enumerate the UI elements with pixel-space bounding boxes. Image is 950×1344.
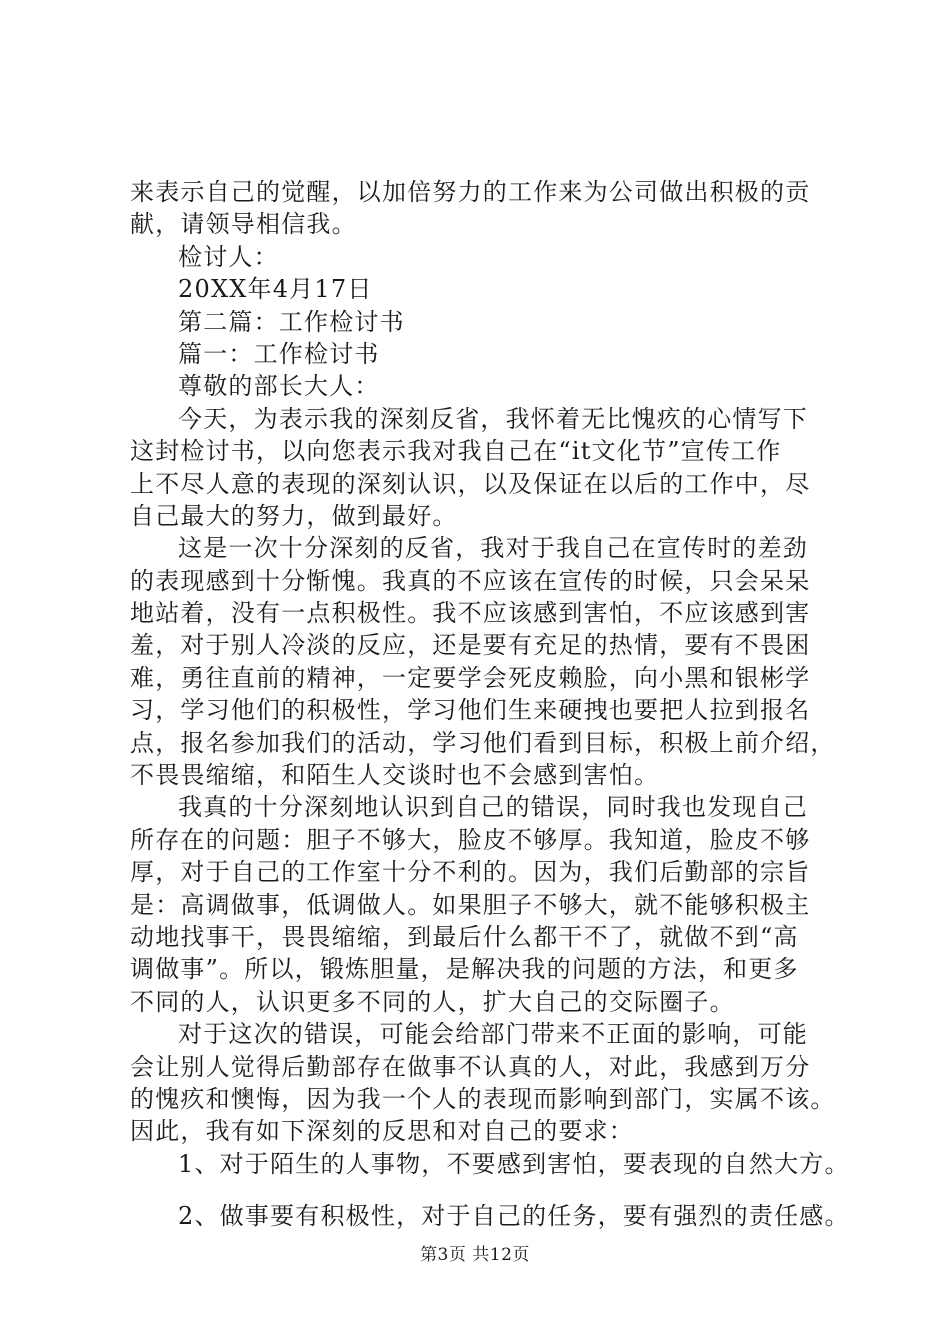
date-line: 20XX年4月17日: [178, 275, 373, 304]
paragraph-line: 是：高调做事，低调做人。如果胆子不够大，就不能够积极主: [130, 890, 811, 919]
document-body: [130, 176, 850, 1233]
paragraph-line: 不畏畏缩缩，和陌生人交谈时也不会感到害怕。: [130, 761, 660, 790]
paragraph-line: 这是一次十分深刻的反省，我对于我自己在宣传时的差劲: [178, 534, 808, 563]
paragraph-line: 所存在的问题：胆子不够大，脸皮不够厚。我知道，脸皮不够: [130, 825, 811, 854]
paragraph-line: 点，报名参加我们的活动，学习他们看到目标，积极上前介绍，: [130, 728, 836, 757]
paragraph-line: 的表现感到十分惭愧。我真的不应该在宣传的时候，只会呆呆: [130, 566, 811, 595]
paragraph-line: 我真的十分深刻地认识到自己的错误，同时我也发现自己: [178, 793, 808, 822]
paragraph-line: 今天，为表示我的深刻反省，我怀着无比愧疚的心情写下: [178, 404, 808, 433]
paragraph-line: 自己最大的努力，做到最好。: [130, 501, 458, 530]
paragraph-line: 羞，对于别人冷淡的反应，还是要有充足的热情，要有不畏困: [130, 631, 811, 660]
text-line: 来表示自己的觉醒，以加倍努力的工作来为公司做出积极的贡: [130, 178, 811, 206]
paragraph-line: 地站着，没有一点积极性。我不应该感到害怕，不应该感到害: [130, 599, 811, 628]
paragraph-line: 动地找事干，畏畏缩缩，到最后什么都干不了，就做不到“高: [130, 922, 799, 951]
paragraph-line: 会让别人觉得后勤部存在做事不认真的人，对此，我感到万分: [130, 1052, 811, 1081]
signature-label: 检讨人：: [178, 242, 279, 271]
salutation: 尊敬的部长大人：: [178, 372, 380, 401]
list-item: 2、做事要有积极性，对于自己的任务，要有强烈的责任感。: [178, 1202, 850, 1231]
paragraph-line: 上不尽人意的表现的深刻认识，以及保证在以后的工作中，尽: [130, 469, 811, 498]
paragraph-line: 厚，对于自己的工作室十分不利的。因为，我们后勤部的宗旨: [130, 858, 811, 887]
paragraph-line: 难，勇往直前的精神，一定要学会死皮赖脸，向小黑和银彬学: [130, 663, 811, 692]
list-item: 1、对于陌生的人事物，不要感到害怕，要表现的自然大方。: [178, 1149, 850, 1178]
paragraph-line: 对于这次的错误，可能会给部门带来不正面的影响，可能: [178, 1020, 808, 1049]
paragraph-line: 调做事”。所以，锻炼胆量，是解决我的问题的方法，和更多: [130, 955, 799, 984]
page-number-footer: 第3页 共12页: [420, 1245, 530, 1265]
paragraph-line: 的愧疚和懊悔，因为我一个人的表现而影响到部门，实属不该。: [130, 1084, 836, 1113]
section-heading: 第二篇：工作检讨书: [178, 307, 405, 336]
paragraph-line: 因此，我有如下深刻的反思和对自己的要求：: [130, 1117, 634, 1146]
text-line: 献，请领导相信我。: [130, 210, 357, 239]
paragraph-line: 习，学习他们的积极性，学习他们生来硬拽也要把人拉到报名: [130, 696, 811, 725]
paragraph-line: 这封检讨书，以向您表示我对我自己在“it文化节”宣传工作: [130, 437, 782, 466]
subsection-heading: 篇一：工作检讨书: [178, 339, 380, 368]
paragraph-line: 不同的人，认识更多不同的人，扩大自己的交际圈子。: [130, 987, 735, 1016]
